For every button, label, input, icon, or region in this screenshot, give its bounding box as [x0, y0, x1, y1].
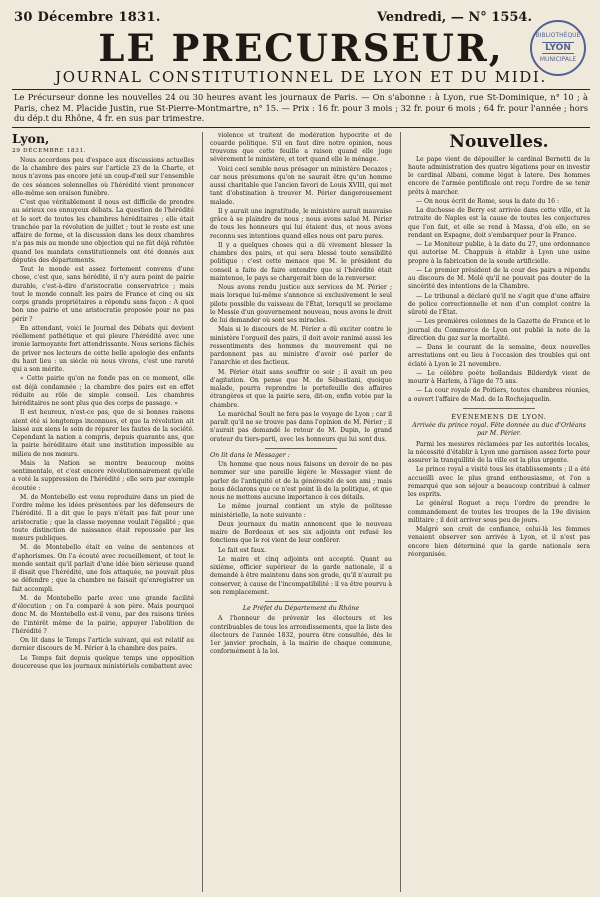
news-paragraph: Le général Roguet a reçu l'ordre de prendre le commandement de toutes les troupes de la 19e division militaire ; il doit arriver sous peu de jours. [408, 500, 590, 524]
article-paragraph: Tout le monde est assez fortement convenu d'une chose, c'est que, sans hérédité, il n'y aura point de pairie durable, c'est-à-dire d'aristocratie conservatrice ; mais tout le monde connaît les pairs de France et cinq ou six corps grands propriétaires a répondu sans façon : A quoi bon une pairie et une aristocratie proposée pour ne pas périr ? [12, 266, 194, 323]
article-paragraph: Mais si le discours de M. Périer a dû exciter contre le ministère l'orgueil des pairs, il doit avoir ranimé aussi les ressentiments des hommes du mouvement qui ne pardonnent pas au ministre d'avoir osé parler de l'anarchie et des factieux. [210, 326, 392, 367]
column-3 [400, 132, 590, 892]
news-paragraph: — On nous écrit de Rome, sous la date du 16 : [416, 197, 560, 205]
article-paragraph: Deux journaux du matin annoncent que le nouveau maire de Bordeaux et ses six adjoints ont refusé les fonctions que le roi vient de leur conférer. [210, 520, 392, 545]
stamp-bottom-text: MUNICIPALE [539, 56, 577, 63]
article-columns [12, 132, 590, 892]
article-paragraph: M. Périer était sans souffrir ce soir ; il avait un peu d'agitation. On pense que M. de Sébastiani, quoique malade, pourra reprendre le portefeuille des affaires étrangères et que la pairie sera, dit-on, enfin votée par la chambre. [210, 368, 392, 409]
column-1 [12, 132, 194, 892]
article-divider [265, 448, 338, 449]
article-paragraph: A l'honneur de prévenir les électeurs et les contribuables de tous les arrondissements, que la liste des électeurs de l'année 1832, pourra être consultée, dès le 1er janvier prochain, à la mairie de chaque commune, conformément à la loi. [210, 615, 392, 656]
article-subheading: On lit dans le Messager : [210, 451, 290, 459]
stamp-city-text: LYON [542, 42, 574, 54]
header-rule [12, 89, 590, 90]
section-heading-lyon: Lyon, [12, 131, 50, 146]
subscription-info: Le Précurseur donne les nouvelles 24 ou 30 heures avant les journaux de Paris. — On s'abonne : à Lyon, rue St-Dominique, n° 10 ; à Paris, chez M. Placide Justin, rue St-Pierre-Montmartre, n° 15. — Prix : 16 fr. pour 3 mois ; 32 fr. pour 6 mois ; 64 fr. pour l'année ; hors du dép.t du Rhône, 4 fr. en sus par trimestre. [14, 92, 588, 123]
news-paragraph: Le pape vient de dépouiller le cardinal Bernetti de la haute administration des quatre légations pour en investir le cardinal Albani, comme légat à latere. Des hommes encore de l'armée pontificale ont reçu l'ordre de se tenir prêts à marcher. [408, 155, 590, 196]
stamp-top-text: BIBLIOTHÈQUE [535, 32, 581, 39]
news-paragraph: — La cour royale de Poitiers, toutes chambres réunies, a ouvert l'affaire de Mad. de la Rochejaquelin. [408, 387, 590, 403]
info-rule [12, 127, 590, 128]
article-paragraph: violence et traitent de modération hypocrite et de couarde politique. S'il en faut dire notre opinion, nous trouvons que cette feuille a raison quand elle juge sévèrement le ministère, et tort quand elle le ménage. [210, 131, 392, 164]
article-paragraph: On lit dans le Temps l'article suivant, qui est relatif au dernier discours de M. Périer à la chambre des pairs. [12, 637, 194, 653]
newspaper-page [12, 10, 590, 890]
news-paragraph: La duchesse de Berry est arrivée dans cette ville, et la retraite de Naples est la cause de toutes les conjectures que l'on fait, et elle se rend à Massa, d'où elle, en se rendant en Espagne, doit s'embarquer pour la France. [408, 207, 590, 239]
article-paragraph: Le même journal contient un style de politesse ministérielle, la note suivante : [210, 503, 392, 519]
article-paragraph: Il y aurait une ingratitude, le ministère aurait mauvaise grâce à se plaindre de nous ; nous avons salué M. Périer de tous les honneurs qui lui étaient dus, et nous avons reconnu ses intentions quand elles nous ont paru pures. [210, 207, 392, 240]
article-paragraph: Voici ceci semble nous présager un ministère Decazes ; car nous présumons qu'on ne saurait être qu'un homme aussi charitable que l'ancien favori de Louis XVIII, qui met tant d'obstination à trouver M. Périer dangereusement malade. [210, 165, 392, 206]
article-paragraph: Il est heureux, n'est-ce pas, que de si bonnes raisons aient été si longtemps inconnues, et que la révolution ait laissé aux siens le soin de réparer les fautes de la société. Cependant la nation a compris, depuis quarante ans, que la pairie héréditaire était une institution impossible au milieu de nos mœurs. [12, 409, 194, 458]
article-paragraph: M. de Montebello parle avec une grande facilité d'élocution ; on l'a comparé à son père. Mais pourquoi donc M. de Montebello est-il venu, par des raisons tirées de l'intérêt même de la pairie, appuyer l'abolition de l'hérédité ? [12, 594, 194, 635]
article-paragraph: M. de Montebello est venu reproduire dans un pied de l'ordre même les idées présentées par les défenseurs de l'hérédité. Il a dit que le pays n'était pas fait pour une aristocratie ; que la classe moyenne voulait l'égalité ; que toute distinction de naissance était repoussée par les mœurs publiques. [12, 493, 194, 542]
section-heading-nouvelles: Nouvelles. [449, 131, 549, 152]
news-paragraph: Malgré son croit de confiance, celui-là les femmes venaient observer son arrivée à Lyon, et il n'est pas encore bien déterminé que la garde nationale sera réorganisée. [408, 526, 590, 558]
article-paragraph: C'est que véritablement il nous est difficile de prendre au sérieux ces ennuyeux débats. La question de l'hérédité et le sort de toutes les chambres héréditaires ; elle était tranchée par la révolution de juillet ; tout le reste est une affaire de forme, et la discussion dans les deux chambres n'a pas mis au monde une objection qui ne fût déjà réfutée quand les mandats constitutionnels ont été donnés aux députés des départements. [12, 199, 194, 264]
notice-heading: Le Préfet du Département du Rhône [242, 605, 360, 612]
news-paragraph: — Le tribunal a déclaré qu'il ne s'agit que d'une affaire de police correctionnelle et non d'un complot contre la sûreté de l'État. [408, 292, 590, 316]
article-paragraph: Le fait est faux. [218, 546, 267, 554]
article-paragraph: Nous avons rendu justice aux services de M. Périer ; mais lorsque lui-même s'annonce si exclusivement le seul pilote possible du vaisseau de l'État, lorsqu'il se proclame le Messie d'un gouvernement nouveau, nous avons le droit de lui demander où sont ses miracles. [210, 284, 392, 324]
section-dateline: 29 DÉCEMBRE 1831. [12, 147, 87, 154]
news-divider [463, 408, 536, 409]
news-paragraph: — Dans le courant de la semaine, deux nouvelles arrestations ont eu lieu à l'occasion des troubles qui ont éclaté à Lyon le 21 novembre. [408, 344, 590, 368]
article-paragraph: Nous accordons peu d'espace aux discussions actuelles de la chambre des pairs sur l'article 23 de la Charte, et nous n'avons pas encore jeté un coup-d'œil sur l'ensemble de ces séances solennelles où l'hérédité vient prononcer elle-même son oraison funèbre. [12, 156, 194, 197]
article-paragraph: En attendant, voici le Journal des Débats qui devient réellement pathétique et qui pleure l'hérédité avec une ironie larmoyante fort attendrissante. Nous serions fâchés de priver nos lecteurs de cette belle apologie des enfants du haut lieu : un siècle où nous vivons, c'est une rareté qui a son mérite. [12, 324, 194, 373]
news-paragraph: Parmi les mesures réclamées par les autorités locales, la nécessité d'établir à Lyon une garnison assez forte pour assurer la tranquillité de la ville est la plus urgente. [408, 440, 590, 464]
article-paragraph: Le maréchal Soult ne fera pas le voyage de Lyon ; car il paraît qu'il ne se trouve pas dans l'opinion de M. Périer ; il n'aurait pas demandé le retour de M. Dupin, le grand orateur du tiers-parti, avec les honneurs qui lui sont dus. [210, 410, 392, 443]
top-dateline [12, 10, 590, 26]
library-stamp [530, 20, 586, 76]
article-paragraph: Le maire et cinq adjoints ont accepté. Quant au sixième, officier supérieur de la garde nationale, il a demandé à être maintenu dans son grade, qu'il n'aurait pu conserver, à cause de l'incompatibilité : il va être pourvu à son remplacement. [210, 555, 392, 596]
article-paragraph: Il y a quelques choses qui a dû vivement blesser la chambre des pairs, et qui sera blessé toute sensibilité politique : c'est cette menace que M. le président du conseil a faite de faire entendre que si l'hérédité était maintenue, le pays se chargerait bien de la renverser. [210, 241, 392, 282]
events-heading: ÉVÉNEMENS DE LYON. [451, 412, 547, 421]
news-paragraph: Le prince royal a visité tous les établissements ; il a été accueilli avec le plus grand enthousiasme, et l'on a remarqué que son séjour a beaucoup contribué à calmer les esprits. [408, 466, 590, 498]
news-paragraph: — Le premier président de la cour des pairs a répondu au discours de M. Molé qu'il ne pouvait pas douter de la sincérité des intentions de la Chambre. [408, 266, 590, 291]
news-paragraph: — Les premières colonnes de la Gazette de France et le journal du Commerce de Lyon ont publié la note de la direction du gaz sur la mortalité. [408, 318, 590, 342]
article-paragraph: Mais la Nation se montre beaucoup moins sentimentale, et c'est encore révolutionnairement qu'elle a voté la suppression de l'hérédité ; elle sera par exemple écoutée : [12, 459, 194, 492]
article-paragraph: Le Temps fait depuis quelque temps une opposition doucereuse que les journaux ministériels combattent avec [12, 654, 194, 670]
events-subheading: Arrivée du prince royal. Fête donnée au duc d'Orléans par M. Périer. [412, 422, 586, 438]
news-paragraph: — Le Moniteur publie, à la date du 27, une ordonnance qui autorise M. Chappuis à établir à Lyon une usine propre à la fabrication de la soude artificielle. [408, 241, 590, 265]
issue-number: Vendredi, — N° 1554. [376, 10, 532, 25]
column-2 [202, 132, 392, 892]
article-paragraph: « Cette pairie qu'on ne fonde pas en ce moment, elle est déjà condamnée ; la chambre des pairs est en effet réduite au rôle de simple conseil. Les chambres héréditaires ne sont plus que des corps de passage. » [12, 375, 194, 407]
article-paragraph: Un homme que nous nous faisons un devoir de ne pas nommer sur une pareille légère le Messager vient de parler de l'antiquité et de la générosité de son ami ; mais nous déclarons que ce n'est point là de la politique, et que nous ne mettons aucune importance à ces détails. [210, 461, 392, 501]
newspaper-title: LE PRECURSEUR, [98, 26, 504, 70]
newspaper-subtitle: JOURNAL CONSTITUTIONNEL DE LYON ET DU MIDI. [55, 68, 547, 86]
article-divider [265, 601, 338, 602]
issue-date: 30 Décembre 1831. [14, 10, 161, 25]
news-paragraph: — Le célèbre poète hollandais Bilderdyk vient de mourir à Harlem, à l'âge de 75 ans. [408, 369, 590, 385]
article-paragraph: M. de Montebello était en veine de sentences et d'aphorismes. On l'a écouté avec recueillement, et tout le monde sentait qu'il parlait d'une idée bien sérieuse quand il disait que l'hérédité, une fois attaquée, ne pouvait plus se défendre ; que la chambre ne faisait qu'enregistrer un fait accompli. [12, 544, 194, 593]
